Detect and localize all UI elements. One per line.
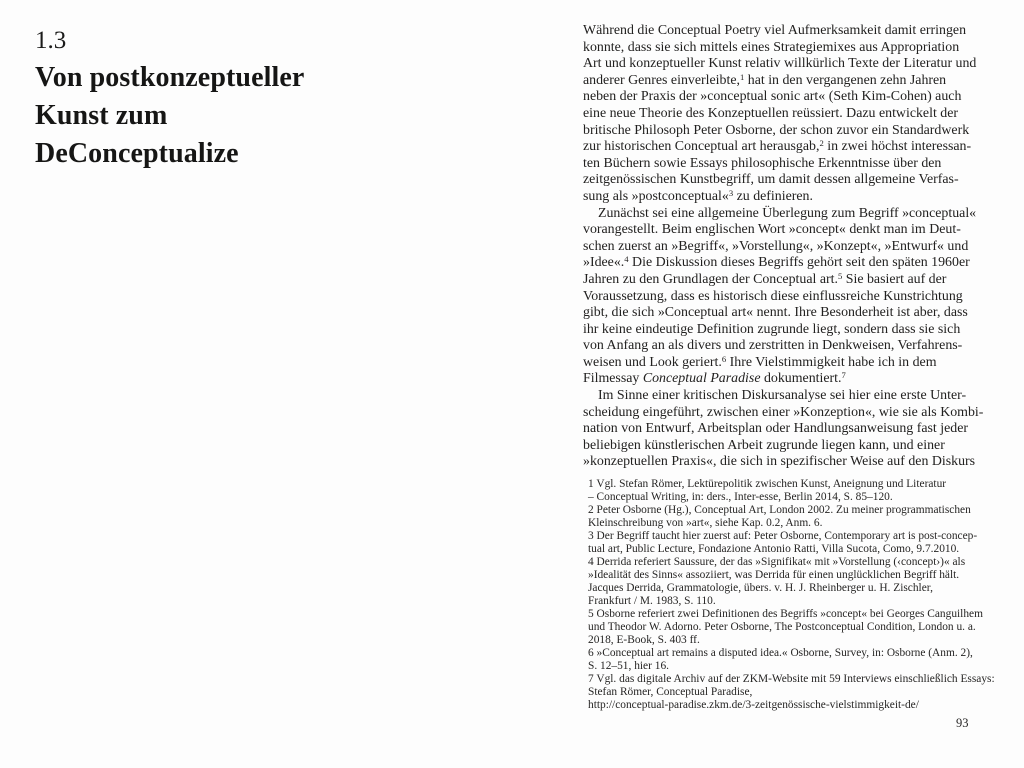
text-column [583, 23, 1023, 712]
footnote: 7 Vgl. das digitale Archiv auf der ZKM-Website mit 59 Interviews einschließlich Essays: Stefan Römer, Conceptual Paradise, http://conceptual-paradise.zkm.de/3-zeitgenössische-vielstimmigkeit-de/ [588, 673, 995, 712]
footnote: 5 Osborne referiert zwei Definitionen des Begriffs »concept« bei Georges Canguilhem und Theodor W. Adorno. Peter Osborne, The Postconceptual Condition, London u. a. 2018, E-Book, S. 403 ff. [588, 608, 983, 647]
footnote: 3 Der Begriff taucht hier zuerst auf: Peter Osborne, Contemporary art is post-concep- tual art, Public Lecture, Fondazione Antonio Ratti, Villa Sucota, Como, 9.7.2010. [588, 530, 978, 556]
footnotes [583, 478, 1023, 712]
chapter-title-line: DeConceptualize [35, 138, 239, 169]
chapter-title-line: Kunst zum [35, 100, 168, 131]
chapter-heading [35, 26, 435, 173]
page-number: 93 [956, 716, 969, 730]
chapter-title-line: Von postkonzeptueller [35, 62, 305, 93]
body-paragraph: Während die Conceptual Poetry viel Aufmerksamkeit damit erringen konnte, dass sie sich mittels eines Strategiemixes aus Appropriation Art und konzeptueller Kunst relativ willkürlich Texte der Literatur und anderer Genres einverleibte,$^1$ hat in den vergangenen zehn Jahren neben der Praxis der »conceptual sonic art« (Seth Kim-Cohen) auch eine neue Theorie des Konzeptuellen reüssiert. Dazu entwickelt der britische Philosoph Peter Osborne, der schon zuvor ein Standardwerk zur historischen Conceptual art herausgab,$^2$ in zwei höchst interessan- ten Büchern sowie Essays philosophische Erkenntnisse über den zeitgenössischen Kunstbegriff, um damit dessen allgemeine Verfas- sung als »postconceptual«$^3$ zu definieren. [583, 23, 977, 204]
body-paragraph: Im Sinne einer kritischen Diskursanalyse sei hier eine erste Unter- scheidung eingeführt, zwischen einer »Konzeption«, wie sie als Kombi- nation von Entwurf, Arbeitsplan oder Handlungsanweisung fast jeder beliebigen künstlerischen Arbeit zugrunde liegen kann, und einer »konzeptuellen Praxis«, die sich in spezifischer Weise auf den Diskurs [583, 388, 984, 470]
footnote: 4 Derrida referiert Saussure, der das »Signifikat« mit »Vorstellung (‹concept›)« als »Idealität des Sinns« assoziiert, was Derrida für einen unglücklichen Begriff hält. Jacques Derrida, Grammatologie, übers. v. H. J. Rheinberger u. H. Zischler, Frankfurt / M. 1983, S. 110. [588, 556, 966, 608]
footnote: 1 Vgl. Stefan Römer, Lektürepolitik zwischen Kunst, Aneignung und Literatur – Conceptual Writing, in: ders., Inter-esse, Berlin 2014, S. 85–120. [588, 478, 947, 504]
body-text [583, 23, 1023, 471]
section-number: 1.3 [35, 27, 67, 54]
footnote: 6 »Conceptual art remains a disputed idea.« Osborne, Survey, in: Osborne (Anm. 2), S. 12–51, hier 16. [588, 647, 973, 673]
body-paragraph: Zunächst sei eine allgemeine Überlegung zum Begriff »conceptual« vorangestellt. Beim englischen Wort »concept« denkt man im Deut- schen zuerst an »Begriff«, »Vorstellung«, »Konzept«, »Entwurf« und »Idee«.$^4$ Die Diskussion dieses Begriffs gehört seit den späten 1960er Jahren zu den Grundlagen der Conceptual art.$^5$ Sie basiert auf der Voraussetzung, dass es historisch diese einflussreiche Kunstrichtung gibt, die sich »Conceptual art« nennt. Ihre Besonderheit ist aber, dass ihr keine eindeutige Definition zugrunde liegt, sondern dass sie sich von Anfang an als divers und zerstritten in Denkweisen, Verfahrens- weisen und Look geriert.$^6$ Ihre Vielstimmigkeit habe ich in dem Filmessay Conceptual Paradise dokumentiert.$^7$ [583, 205, 977, 387]
chapter-title [35, 59, 435, 173]
footnote: 2 Peter Osborne (Hg.), Conceptual Art, London 2002. Zu meiner programmatischen Kleinschreibung von »art«, siehe Kap. 0.2, Anm. 6. [588, 504, 971, 530]
